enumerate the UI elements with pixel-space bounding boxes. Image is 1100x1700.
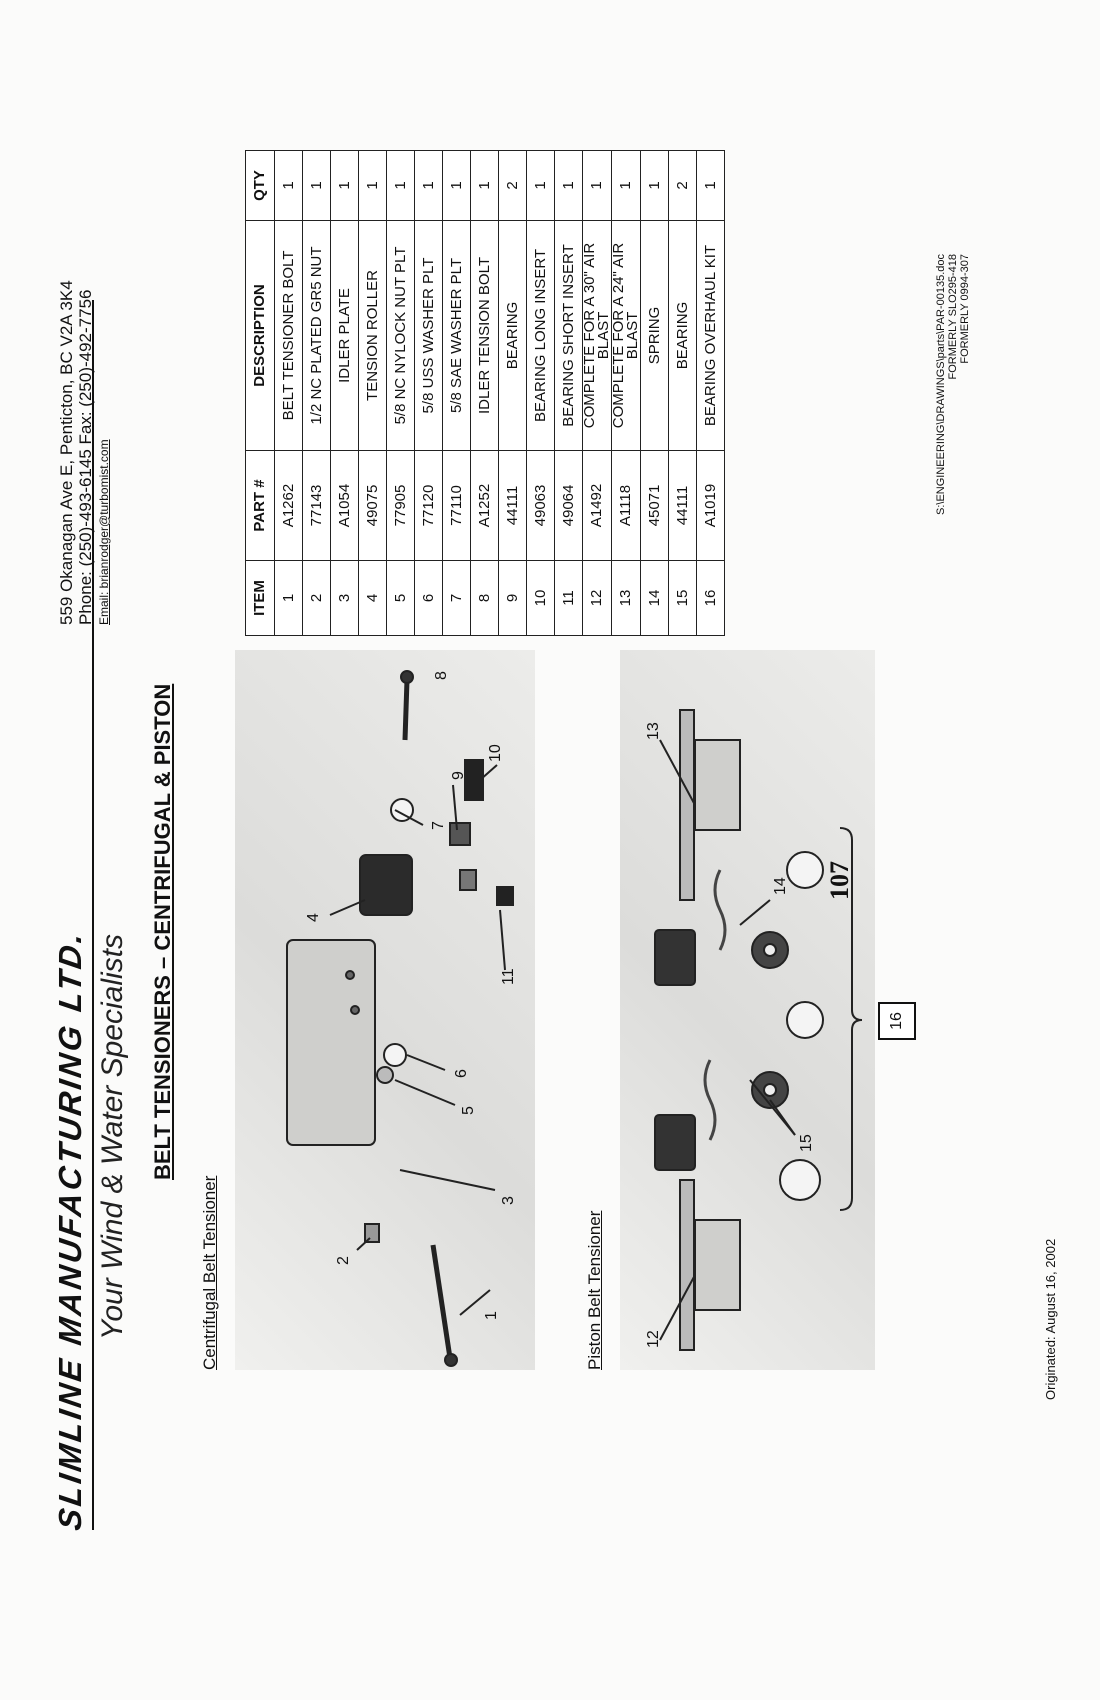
col-header-item: ITEM [246, 561, 275, 636]
table-row [612, 151, 641, 636]
description-cell: BELT TENSIONER BOLT [275, 221, 303, 451]
callout-9: 9 [450, 771, 467, 780]
plated-nut-shape [365, 1224, 379, 1242]
description-cell: COMPLETE FOR A 24" AIR BLAST [612, 221, 641, 451]
item-cell: 14 [641, 561, 669, 636]
qty-cell: 1 [303, 151, 331, 221]
email-link[interactable]: Email: brianrodger@turbomist.com [97, 439, 111, 625]
section-heading-centrifugal: Centrifugal Belt Tensioner [200, 1175, 219, 1370]
table-row [669, 151, 697, 636]
part-number-cell: 44111 [499, 451, 527, 561]
col-header-part: PART # [246, 451, 275, 561]
item-cell: 13 [612, 561, 641, 636]
description-cell: 1/2 NC PLATED GR5 NUT [303, 221, 331, 451]
table-row [697, 151, 725, 636]
part-number-cell: 49075 [359, 451, 387, 561]
part-number-cell: 77120 [415, 451, 443, 561]
idler-tension-bolt-shape [405, 680, 407, 740]
qty-cell: 1 [443, 151, 471, 221]
table-row [331, 151, 359, 636]
item-cell: 3 [331, 561, 359, 636]
qty-cell: 1 [387, 151, 415, 221]
uss-washer-shape [384, 1044, 406, 1066]
description-cell: BEARING LONG INSERT [527, 221, 555, 451]
item-cell: 7 [443, 561, 471, 636]
callout-3: 3 [500, 1196, 517, 1205]
item-cell: 1 [275, 561, 303, 636]
item-cell: 10 [527, 561, 555, 636]
idler-plate-shape [287, 940, 375, 1145]
callout-12: 12 [645, 1330, 662, 1348]
callout-16-box: 16 [878, 1002, 916, 1040]
item-cell: 6 [415, 561, 443, 636]
callout-2: 2 [335, 1256, 352, 1265]
cylinder-24-shape [655, 930, 695, 985]
qty-cell: 1 [471, 151, 499, 221]
item-cell: 12 [583, 561, 612, 636]
bracket-24-shape [695, 740, 740, 830]
table-row [555, 151, 583, 636]
table-row [359, 151, 387, 636]
part-number-cell: 49063 [527, 451, 555, 561]
table-row [471, 151, 499, 636]
callout-7: 7 [430, 821, 447, 830]
description-cell: 5/8 NC NYLOCK NUT PLT [387, 221, 415, 451]
piston-photo [620, 650, 875, 1370]
tensioner-bolt-shape [433, 1245, 450, 1358]
col-header-description: DESCRIPTION [246, 221, 275, 451]
formerly-line-2: FORMERLY 0994-307 [959, 253, 971, 364]
parts-table [245, 150, 725, 636]
centrifugal-photo [235, 650, 535, 1370]
bearing-short-insert-shape [497, 887, 513, 905]
callout-14: 14 [772, 877, 789, 895]
qty-cell: 1 [359, 151, 387, 221]
part-number-cell: A1054 [331, 451, 359, 561]
tension-roller-shape [360, 855, 412, 915]
callout-6: 6 [453, 1069, 470, 1078]
qty-cell: 2 [669, 151, 697, 221]
part-number-cell: 45071 [641, 451, 669, 561]
table-row [499, 151, 527, 636]
shaft-24-shape [680, 710, 694, 900]
description-cell: BEARING OVERHAUL KIT [697, 221, 725, 451]
item-cell: 15 [669, 561, 697, 636]
table-row [583, 151, 612, 636]
part-number-cell: 49064 [555, 451, 583, 561]
description-cell: COMPLETE FOR A 30" AIR BLAST [583, 221, 612, 451]
callout-13: 13 [645, 722, 662, 740]
address-block [57, 280, 114, 625]
table-row [275, 151, 303, 636]
qty-cell: 1 [331, 151, 359, 221]
bearing-shape [450, 823, 470, 845]
piston-parts-illustration [620, 650, 875, 1370]
qty-cell: 1 [583, 151, 612, 221]
description-cell: SPRING [641, 221, 669, 451]
cylinder-30-shape [655, 1115, 695, 1170]
part-number-cell: A1492 [583, 451, 612, 561]
item-cell: 4 [359, 561, 387, 636]
callout-5: 5 [460, 1106, 477, 1115]
table-row [443, 151, 471, 636]
part-number-cell: A1019 [697, 451, 725, 561]
col-header-qty: QTY [246, 151, 275, 221]
company-logo: SLIMLINE MANUFACTURING LTD. [52, 927, 88, 1533]
qty-cell: 1 [641, 151, 669, 221]
callout-15: 15 [798, 1134, 815, 1152]
description-cell: 5/8 USS WASHER PLT [415, 221, 443, 451]
description-cell: BEARING [669, 221, 697, 451]
part-number-cell: 77905 [387, 451, 415, 561]
file-reference [935, 254, 971, 515]
callout-8: 8 [433, 671, 450, 680]
qty-cell: 1 [415, 151, 443, 221]
address-line: 559 Okanagan Ave E, Penticton, BC V2A 3K4 [57, 280, 76, 625]
qty-cell: 1 [275, 151, 303, 221]
part-number-cell: A1118 [612, 451, 641, 561]
section-heading-piston: Piston Belt Tensioner [585, 1210, 604, 1370]
item-cell: 5 [387, 561, 415, 636]
part-number-cell: A1252 [471, 451, 499, 561]
item-cell: 16 [697, 561, 725, 636]
qty-cell: 1 [555, 151, 583, 221]
item-cell: 8 [471, 561, 499, 636]
parts-table-body [275, 151, 725, 636]
company-tagline: Your Wind & Water Specialists [96, 933, 129, 1340]
description-cell: BEARING [499, 221, 527, 451]
callout-4: 4 [305, 913, 322, 922]
item-cell: 2 [303, 561, 331, 636]
table-row [527, 151, 555, 636]
qty-cell: 1 [527, 151, 555, 221]
item-cell: 9 [499, 561, 527, 636]
table-header-row [246, 151, 275, 636]
qty-cell: 1 [697, 151, 725, 221]
page-title: BELT TENSIONERS – CENTRIFUGAL & PISTON [150, 683, 175, 1180]
part-number-cell: A1262 [275, 451, 303, 561]
file-path: S:\ENGINEERING\DRAWINGS\parts\PAR-00135.doc [935, 253, 947, 515]
page-number: 107 [825, 861, 854, 900]
originated-date: Originated: August 16, 2002 [1043, 1238, 1058, 1400]
description-cell: BEARING SHORT INSERT [555, 221, 583, 451]
callout-11: 11 [500, 968, 517, 985]
callout-1: 1 [483, 1311, 500, 1320]
qty-cell: 1 [612, 151, 641, 221]
item-cell: 11 [555, 561, 583, 636]
spring-shape [705, 1060, 715, 1140]
table-row [415, 151, 443, 636]
formerly-line-1: FORMERLY SLO295-418 [947, 253, 959, 380]
phone-fax-line: Phone: (250)-493-6145 Fax: (250)-492-7756 [76, 289, 95, 625]
description-cell: TENSION ROLLER [359, 221, 387, 451]
part-number-cell: 44111 [669, 451, 697, 561]
table-row [303, 151, 331, 636]
callout-10: 10 [487, 744, 504, 762]
description-cell: IDLER PLATE [331, 221, 359, 451]
nylock-nut-shape [377, 1067, 393, 1083]
bracket-30-shape [695, 1220, 740, 1310]
part-number-cell: 77110 [443, 451, 471, 561]
table-row [641, 151, 669, 636]
shaft-30-shape [680, 1180, 694, 1350]
table-row [387, 151, 415, 636]
description-cell: 5/8 SAE WASHER PLT [443, 221, 471, 451]
part-number-cell: 77143 [303, 451, 331, 561]
description-cell: IDLER TENSION BOLT [471, 221, 499, 451]
qty-cell: 2 [499, 151, 527, 221]
